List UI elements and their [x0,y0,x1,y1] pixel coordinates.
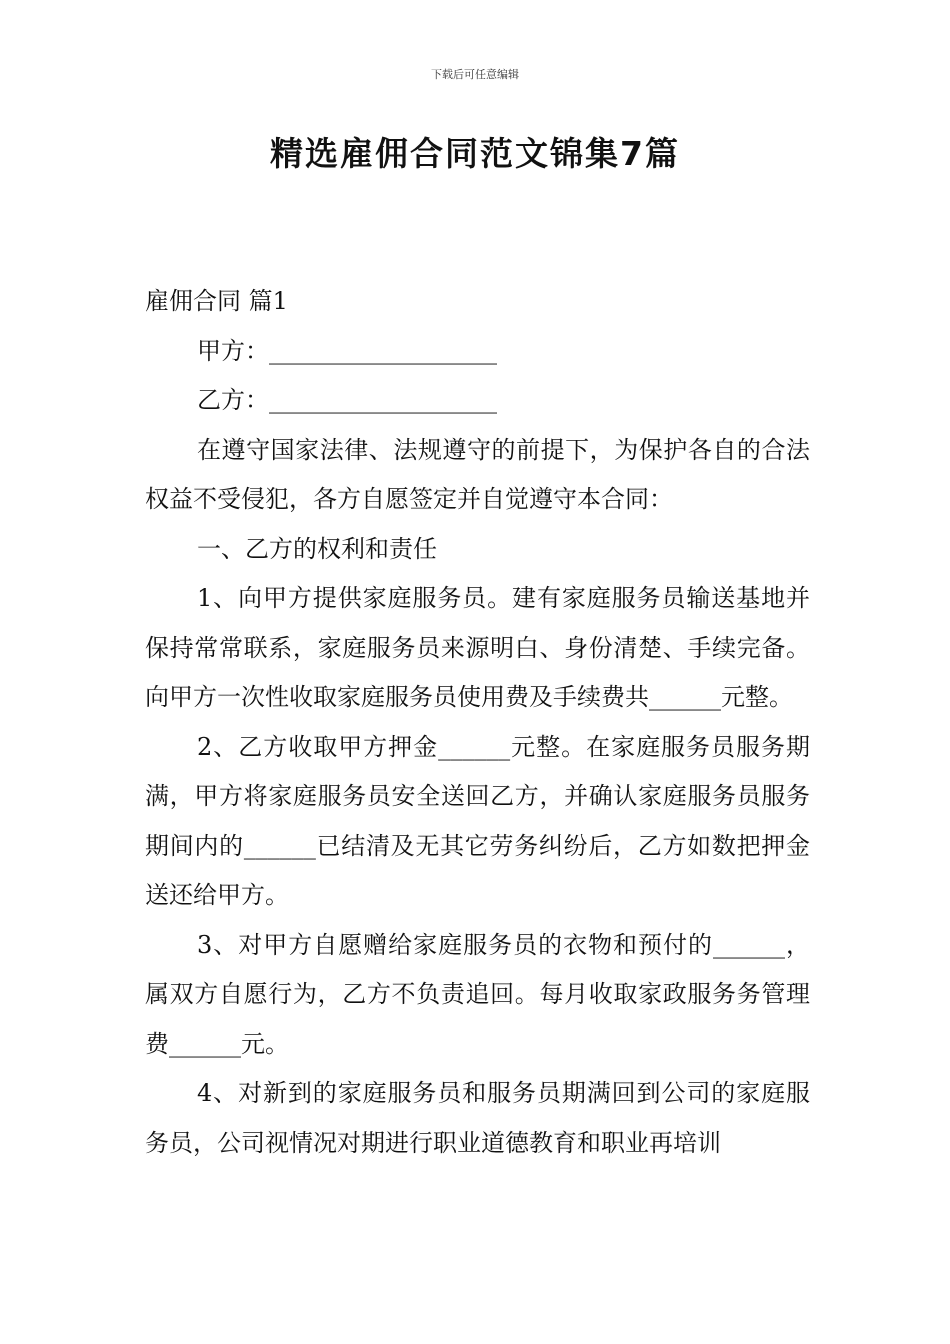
party-a-line: 甲方：___________________ [197,336,497,365]
header-note: 下载后可任意编辑 [431,68,519,81]
clause-paragraph-3: 3、对甲方自愿赠给家庭服务员的衣物和预付的______，属双方自愿行为，乙方不负责追回。每月收取家政服务务管理费______元。 [145,930,810,1058]
clause-paragraph-4: 4、对新到的家庭服务员和服务员期满回到公司的家庭服务员，公司视情况对期进行职业道德教育和职业再培训 [145,1079,810,1157]
clause-heading: 一、乙方的权利和责任 [197,534,437,563]
clause-paragraph-2: 2、乙方收取甲方押金______元整。在家庭服务员服务期满，甲方将家庭服务员安全送回乙方，并确认家庭服务员服务期间内的______已结清及无其它劳务纠纷后，乙方如数把押金送还给甲方。 [145,732,810,909]
preamble-paragraph: 在遵守国家法律、法规遵守的前提下，为保护各自的合法权益不受侵犯，各方自愿签定并自觉遵守本合同： [145,435,810,513]
document-body [145,277,810,1168]
section-heading: 雇佣合同 篇1 [145,287,288,315]
clause-paragraph-1: 1、向甲方提供家庭服务员。建有家庭服务员输送基地并保持常常联系，家庭服务员来源明白、身份清楚、手续完备。向甲方一次性收取家庭服务员使用费及手续费共______元整。 [145,584,810,711]
page-title: 精选雇佣合同范文锦集7篇 [270,134,680,173]
party-b-line: 乙方：___________________ [197,386,497,414]
